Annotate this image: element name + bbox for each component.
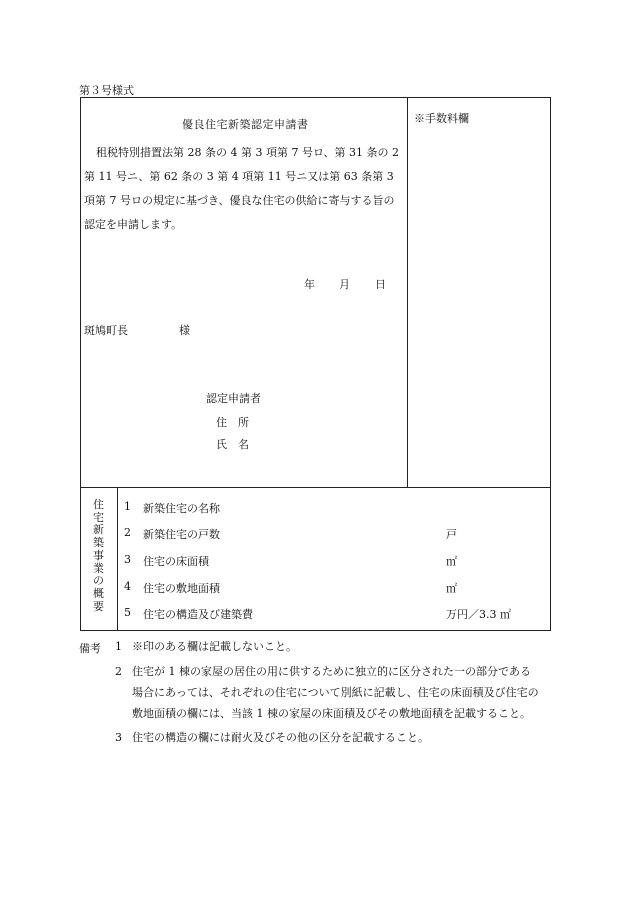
item-2-label: 新築住宅の戸数 [143,528,220,541]
item-3-unit: ㎡ [446,555,457,568]
summary-vertical-label: 住宅新築事業の概要 [93,498,104,613]
remark-2-number: 2 [115,665,122,678]
fee-column-divider [407,97,408,487]
item-3-label: 住宅の床面積 [143,555,209,568]
section-divider [80,487,551,488]
item-4-number: 4 [124,580,131,593]
item-3-number: 3 [124,553,131,566]
date-year: 年 [304,278,315,291]
fee-column-label: ※手数料欄 [414,112,469,125]
remark-3-line-1: 住宅の構造の欄には耐火及びその他の区分を記載すること。 [132,731,429,744]
item-5-label: 住宅の構造及び建築費 [143,608,253,621]
item-4-label: 住宅の敷地面積 [143,582,220,595]
item-1-number: 1 [124,500,131,513]
application-statement: 租税特別措置法第 28 条の 4 第 3 項第 7 号ロ、第 31 条の 2 第 11 号ニ、第 62 条の 3 第 4 項第 11 号ニ又は第 63 条第 3 項第 7 号ロの規定に基づき、優良な住宅の供給に寄与する旨の認定を申請します。 [84,146,400,231]
honorific: 様 [179,324,190,337]
applicant-label: 認定申請者 [206,392,261,405]
remark-2-line-2: 場合にあっては、それぞれの住宅について別紙に記載し、住宅の床面積及び住宅の [132,686,539,699]
remark-1-line-1: ※印のある欄は記載しないこと。 [132,640,297,653]
item-4-unit: ㎡ [446,582,457,595]
item-2-number: 2 [124,526,131,539]
item-1-label: 新築住宅の名称 [143,502,220,515]
date-month: 月 [339,278,350,291]
item-5-unit: 万円／3.3 ㎡ [446,608,511,621]
remark-2-line-3: 敷地面積の欄には、当該 1 棟の家屋の床面積及びその敷地面積を記載すること。 [132,707,531,720]
applicant-name-label: 氏 名 [216,438,249,451]
addressee: 斑鳩町長 [84,324,128,337]
item-2-unit: 戸 [446,528,457,541]
remarks-heading: 備考 [79,642,101,655]
remark-1-number: 1 [115,640,122,653]
date-day: 日 [375,278,386,291]
remark-2-line-1: 住宅が 1 棟の家屋の居住の用に供するために独立的に区分された一の部分である [132,665,531,678]
form-number: 第３号様式 [79,84,134,97]
remark-3-number: 3 [115,731,122,744]
summary-label-divider [117,487,118,631]
item-5-number: 5 [124,606,131,619]
applicant-address-label: 住 所 [216,416,249,429]
form-title: 優良住宅新築認定申請書 [182,118,309,131]
